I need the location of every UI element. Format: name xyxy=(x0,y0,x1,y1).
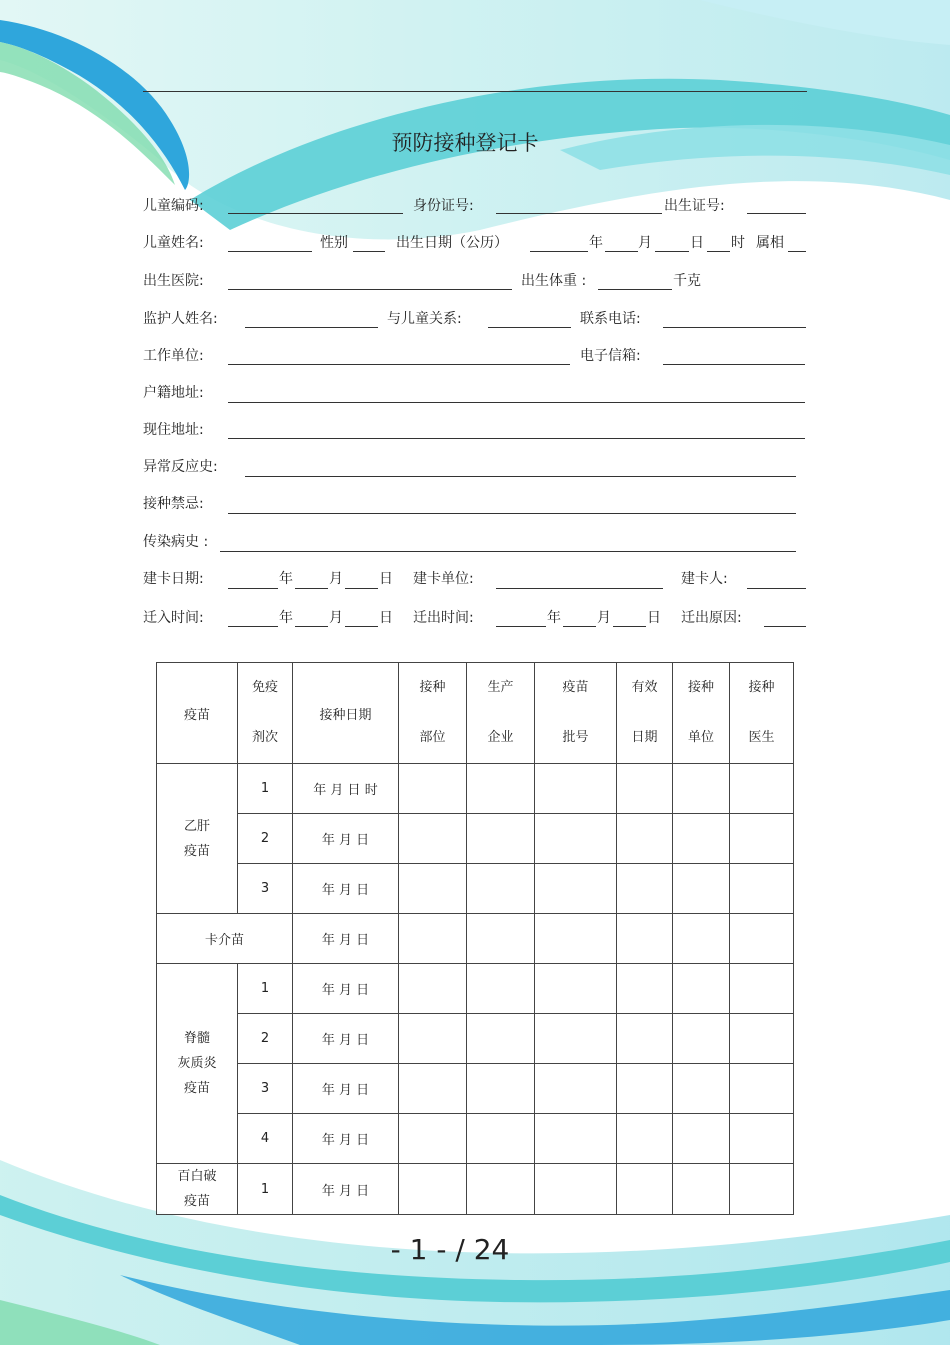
table-row xyxy=(157,964,794,1014)
maker-cell[interactable] xyxy=(467,1114,535,1164)
birth-weight-label: 出生体重 : xyxy=(521,273,587,289)
card-year-field[interactable] xyxy=(228,588,278,589)
move-out-reason-field[interactable] xyxy=(764,626,806,627)
expiry-cell[interactable] xyxy=(617,1064,673,1114)
birth-cert-label: 出生证号: xyxy=(664,198,725,214)
doctor-cell[interactable] xyxy=(730,1164,794,1215)
unit-cell[interactable] xyxy=(673,814,730,864)
site-cell[interactable] xyxy=(399,964,467,1014)
relation-label: 与儿童关系: xyxy=(387,311,462,327)
unit-cell[interactable] xyxy=(673,764,730,814)
table-row xyxy=(157,914,794,964)
date-cell: 年 月 日 xyxy=(293,814,399,864)
move-out-year-unit: 年 xyxy=(547,610,561,626)
date-cell: 年 月 日 xyxy=(293,864,399,914)
batch-cell[interactable] xyxy=(535,764,617,814)
table-row xyxy=(157,1014,794,1064)
site-cell[interactable] xyxy=(399,1014,467,1064)
dose-number: 1 xyxy=(238,964,293,1014)
vaccine-bcg: 卡介苗 xyxy=(157,914,293,964)
card-unit-field[interactable] xyxy=(496,588,663,589)
infectious-history-field[interactable] xyxy=(220,551,796,552)
card-day-unit: 日 xyxy=(379,571,393,587)
table-row xyxy=(157,864,794,914)
batch-cell[interactable] xyxy=(535,914,617,964)
dose-number: 2 xyxy=(238,814,293,864)
card-day-field[interactable] xyxy=(345,588,378,589)
birth-day-field[interactable] xyxy=(655,251,689,252)
move-out-day-field[interactable] xyxy=(613,626,646,627)
expiry-cell[interactable] xyxy=(617,914,673,964)
unit-cell[interactable] xyxy=(673,864,730,914)
child-code-field[interactable] xyxy=(228,213,403,214)
guardian-name-field[interactable] xyxy=(245,327,378,328)
maker-cell[interactable] xyxy=(467,814,535,864)
move-out-day-unit: 日 xyxy=(647,610,661,626)
expiry-cell[interactable] xyxy=(617,864,673,914)
batch-cell[interactable] xyxy=(535,1014,617,1064)
maker-cell[interactable] xyxy=(467,914,535,964)
card-creator-label: 建卡人: xyxy=(681,571,728,587)
move-in-year-unit: 年 xyxy=(279,610,293,626)
email-label: 电子信箱: xyxy=(580,348,641,364)
maker-cell[interactable] xyxy=(467,864,535,914)
site-cell[interactable] xyxy=(399,1164,467,1215)
header-rule xyxy=(143,91,807,92)
birth-date-label: 出生日期（公历） xyxy=(396,235,508,251)
id-number-field[interactable] xyxy=(496,213,662,214)
birth-hospital-label: 出生医院: xyxy=(143,273,204,289)
birth-year-unit: 年 xyxy=(589,235,603,251)
contraindication-field[interactable] xyxy=(228,513,796,514)
maker-cell[interactable] xyxy=(467,1164,535,1215)
date-cell: 年 月 日 xyxy=(293,1014,399,1064)
header-dose: 免疫 剂次 xyxy=(238,663,293,764)
header-site: 接种 部位 xyxy=(399,663,467,764)
date-cell: 年 月 日 xyxy=(293,1114,399,1164)
site-cell[interactable] xyxy=(399,814,467,864)
unit-cell[interactable] xyxy=(673,1164,730,1215)
expiry-cell[interactable] xyxy=(617,1164,673,1215)
maker-cell[interactable] xyxy=(467,764,535,814)
card-month-field[interactable] xyxy=(295,588,328,589)
move-in-month-field[interactable] xyxy=(295,626,328,627)
vaccine-dtp: 百白破 疫苗 xyxy=(157,1164,238,1215)
site-cell[interactable] xyxy=(399,914,467,964)
header-doctor: 接种 医生 xyxy=(730,663,794,764)
move-out-reason-label: 迁出原因: xyxy=(681,610,742,626)
maker-cell[interactable] xyxy=(467,1014,535,1064)
unit-cell[interactable] xyxy=(673,1014,730,1064)
doctor-cell[interactable] xyxy=(730,914,794,964)
batch-cell[interactable] xyxy=(535,1064,617,1114)
expiry-cell[interactable] xyxy=(617,764,673,814)
zodiac-label: 属相 xyxy=(756,235,784,251)
site-cell[interactable] xyxy=(399,864,467,914)
dose-number: 4 xyxy=(238,1114,293,1164)
relation-field[interactable] xyxy=(488,327,571,328)
page-number: - 1 - / 24 xyxy=(390,1233,510,1266)
card-month-unit: 月 xyxy=(329,571,343,587)
move-out-year-field[interactable] xyxy=(496,626,546,627)
doctor-cell[interactable] xyxy=(730,864,794,914)
adverse-reaction-label: 异常反应史: xyxy=(143,459,218,475)
header-unit: 接种 单位 xyxy=(673,663,730,764)
batch-cell[interactable] xyxy=(535,1164,617,1215)
batch-cell[interactable] xyxy=(535,814,617,864)
site-cell[interactable] xyxy=(399,1064,467,1114)
table-row xyxy=(157,814,794,864)
date-cell: 年 月 日 时 xyxy=(293,764,399,814)
child-name-field[interactable] xyxy=(228,251,312,252)
table-row xyxy=(157,764,794,814)
vaccination-table xyxy=(156,662,794,1215)
birth-month-field[interactable] xyxy=(605,251,638,252)
header-manufacturer: 生产 企业 xyxy=(467,663,535,764)
table-row xyxy=(157,1064,794,1114)
move-out-month-unit: 月 xyxy=(597,610,611,626)
birth-hospital-field[interactable] xyxy=(228,289,512,290)
batch-cell[interactable] xyxy=(535,964,617,1014)
work-unit-field[interactable] xyxy=(228,364,570,365)
current-address-field[interactable] xyxy=(228,438,805,439)
doctor-cell[interactable] xyxy=(730,764,794,814)
vaccine-hepb: 乙肝 疫苗 xyxy=(157,764,238,914)
birth-year-field[interactable] xyxy=(530,251,588,252)
card-year-unit: 年 xyxy=(279,571,293,587)
card-creator-field[interactable] xyxy=(747,588,806,589)
doctor-cell[interactable] xyxy=(730,1014,794,1064)
doctor-cell[interactable] xyxy=(730,814,794,864)
header-date: 接种日期 xyxy=(293,663,399,764)
phone-field[interactable] xyxy=(663,327,806,328)
table-row xyxy=(157,1164,794,1215)
dose-number: 1 xyxy=(238,764,293,814)
batch-cell[interactable] xyxy=(535,864,617,914)
batch-cell[interactable] xyxy=(535,1114,617,1164)
birth-weight-unit: 千克 xyxy=(673,273,701,289)
id-number-label: 身份证号: xyxy=(413,198,474,214)
header-batch: 疫苗 批号 xyxy=(535,663,617,764)
move-in-year-field[interactable] xyxy=(228,626,278,627)
card-date-label: 建卡日期: xyxy=(143,571,204,587)
household-address-field[interactable] xyxy=(228,402,805,403)
date-cell: 年 月 日 xyxy=(293,1164,399,1215)
household-address-label: 户籍地址: xyxy=(143,385,204,401)
move-in-day-field[interactable] xyxy=(345,626,378,627)
infectious-history-label: 传染病史 : xyxy=(143,534,209,550)
doctor-cell[interactable] xyxy=(730,1064,794,1114)
move-in-day-unit: 日 xyxy=(379,610,393,626)
table-header-row xyxy=(157,663,794,764)
expiry-cell[interactable] xyxy=(617,814,673,864)
guardian-name-label: 监护人姓名: xyxy=(143,311,218,327)
birth-hour-unit: 时 xyxy=(731,235,745,251)
expiry-cell[interactable] xyxy=(617,964,673,1014)
expiry-cell[interactable] xyxy=(617,1014,673,1064)
dose-number: 3 xyxy=(238,864,293,914)
adverse-reaction-field[interactable] xyxy=(245,476,796,477)
child-name-label: 儿童姓名: xyxy=(143,235,204,251)
vaccine-polio: 脊髓 灰质炎 疫苗 xyxy=(157,964,238,1164)
birth-hour-field[interactable] xyxy=(707,251,730,252)
birth-weight-field[interactable] xyxy=(598,289,672,290)
phone-label: 联系电话: xyxy=(580,311,641,327)
unit-cell[interactable] xyxy=(673,1114,730,1164)
current-address-label: 现住地址: xyxy=(143,422,204,438)
dose-number: 3 xyxy=(238,1064,293,1114)
move-in-month-unit: 月 xyxy=(329,610,343,626)
birth-cert-field[interactable] xyxy=(747,213,806,214)
contraindication-label: 接种禁忌: xyxy=(143,496,204,512)
card-unit-label: 建卡单位: xyxy=(413,571,474,587)
zodiac-field[interactable] xyxy=(788,251,806,252)
header-vaccine: 疫苗 xyxy=(157,663,238,764)
move-out-month-field[interactable] xyxy=(563,626,596,627)
maker-cell[interactable] xyxy=(467,1064,535,1114)
table-row xyxy=(157,1114,794,1164)
email-field[interactable] xyxy=(663,364,805,365)
date-cell: 年 月 日 xyxy=(293,1064,399,1114)
unit-cell[interactable] xyxy=(673,964,730,1014)
move-out-label: 迁出时间: xyxy=(413,610,474,626)
birth-month-unit: 月 xyxy=(638,235,652,251)
site-cell[interactable] xyxy=(399,764,467,814)
child-code-label: 儿童编码: xyxy=(143,198,204,214)
date-cell: 年 月 日 xyxy=(293,964,399,1014)
gender-field[interactable] xyxy=(353,251,385,252)
header-expiry: 有效 日期 xyxy=(617,663,673,764)
work-unit-label: 工作单位: xyxy=(143,348,204,364)
page-title: 预防接种登记卡 xyxy=(391,131,539,155)
expiry-cell[interactable] xyxy=(617,1114,673,1164)
date-cell: 年 月 日 xyxy=(293,914,399,964)
move-in-label: 迁入时间: xyxy=(143,610,204,626)
unit-cell[interactable] xyxy=(673,914,730,964)
doctor-cell[interactable] xyxy=(730,964,794,1014)
site-cell[interactable] xyxy=(399,1114,467,1164)
maker-cell[interactable] xyxy=(467,964,535,1014)
doctor-cell[interactable] xyxy=(730,1114,794,1164)
birth-day-unit: 日 xyxy=(690,235,704,251)
dose-number: 2 xyxy=(238,1014,293,1064)
gender-label: 性别 xyxy=(320,235,348,251)
dose-number: 1 xyxy=(238,1164,293,1215)
unit-cell[interactable] xyxy=(673,1064,730,1114)
